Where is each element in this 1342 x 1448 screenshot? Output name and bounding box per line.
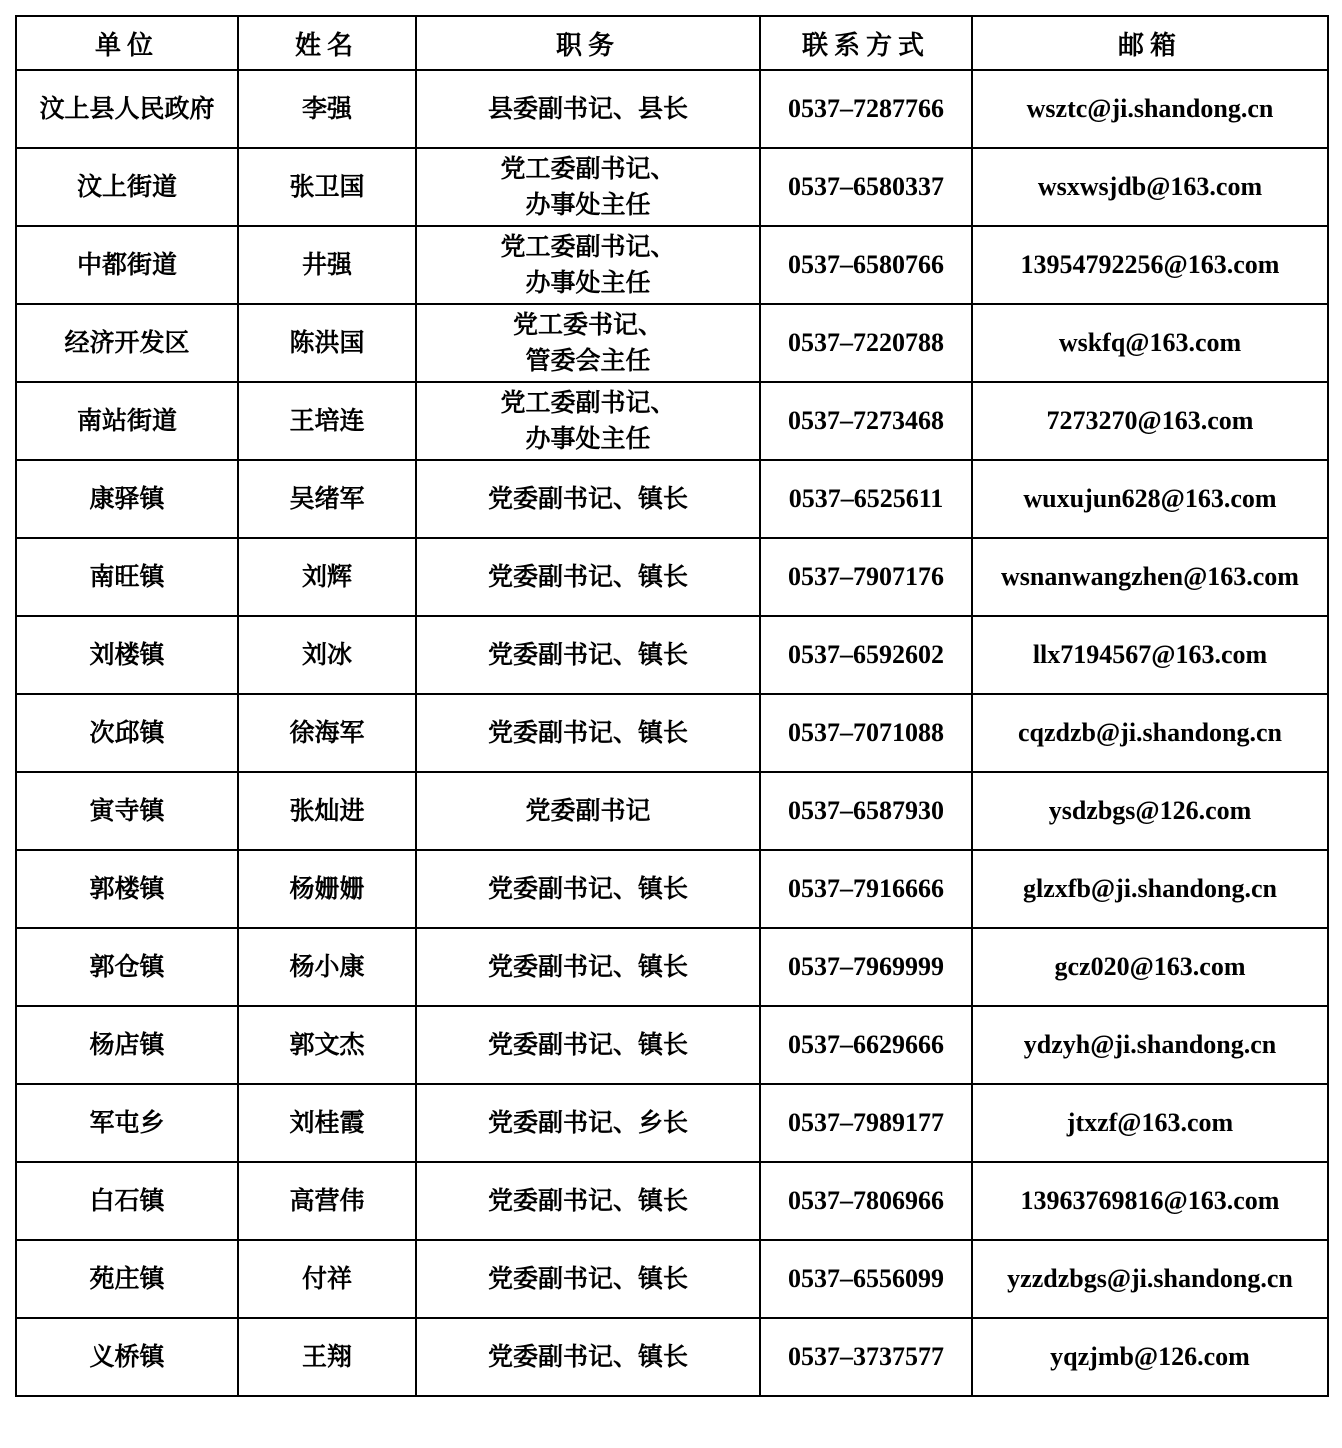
- position-line: 办事处主任: [525, 190, 651, 219]
- table-row: [16, 772, 1328, 850]
- cell-name: 吴绪军: [238, 460, 416, 538]
- cell-name: 张卫国: [238, 148, 416, 226]
- table-row: [16, 1084, 1328, 1162]
- table-row: [16, 1162, 1328, 1240]
- cell-phone: 0537–7273468: [760, 382, 972, 460]
- cell-name: 王翔: [238, 1318, 416, 1396]
- cell-name: 付祥: [238, 1240, 416, 1318]
- cell-email: wsztc@ji.shandong.cn: [972, 70, 1328, 148]
- table-row: [16, 694, 1328, 772]
- table-body: [16, 70, 1328, 1396]
- position-line: 管委会主任: [525, 346, 651, 375]
- cell-name: 李强: [238, 70, 416, 148]
- cell-email: jtxzf@163.com: [972, 1084, 1328, 1162]
- cell-email: gcz020@163.com: [972, 928, 1328, 1006]
- table-row: [16, 304, 1328, 382]
- table-row: [16, 616, 1328, 694]
- cell-email: 13963769816@163.com: [972, 1162, 1328, 1240]
- cell-unit: 军屯乡: [16, 1084, 238, 1162]
- position-line: 党工委副书记、: [500, 388, 676, 417]
- position-line: 党委副书记、镇长: [487, 1030, 688, 1059]
- cell-unit: 苑庄镇: [16, 1240, 238, 1318]
- cell-name: 杨姗姗: [238, 850, 416, 928]
- cell-unit: 南站街道: [16, 382, 238, 460]
- cell-unit: 郭仓镇: [16, 928, 238, 1006]
- cell-phone: 0537–6592602: [760, 616, 972, 694]
- table-row: [16, 928, 1328, 1006]
- position-line: 党委副书记、镇长: [487, 1186, 688, 1215]
- position-line: 党委副书记、镇长: [487, 640, 688, 669]
- cell-name: 郭文杰: [238, 1006, 416, 1084]
- header-contact: 联系方式: [760, 16, 972, 70]
- cell-unit: 杨店镇: [16, 1006, 238, 1084]
- header-row: [16, 16, 1328, 70]
- position-line: 党委副书记、镇长: [487, 1342, 688, 1371]
- cell-unit: 中都街道: [16, 226, 238, 304]
- header-position: 职务: [416, 16, 760, 70]
- cell-position: [416, 772, 760, 850]
- cell-name: 刘冰: [238, 616, 416, 694]
- cell-email: wuxujun628@163.com: [972, 460, 1328, 538]
- cell-email: 13954792256@163.com: [972, 226, 1328, 304]
- cell-phone: 0537–7916666: [760, 850, 972, 928]
- cell-email: wsnanwangzhen@163.com: [972, 538, 1328, 616]
- table-row: [16, 148, 1328, 226]
- cell-email: ysdzbgs@126.com: [972, 772, 1328, 850]
- cell-name: 陈洪国: [238, 304, 416, 382]
- cell-position: [416, 460, 760, 538]
- table-row: [16, 460, 1328, 538]
- cell-phone: 0537–6556099: [760, 1240, 972, 1318]
- cell-phone: 0537–7969999: [760, 928, 972, 1006]
- table-row: [16, 1240, 1328, 1318]
- table-row: [16, 850, 1328, 928]
- cell-phone: 0537–7806966: [760, 1162, 972, 1240]
- table-row: [16, 1318, 1328, 1396]
- cell-phone: 0537–6580766: [760, 226, 972, 304]
- table-header: [16, 16, 1328, 70]
- table-row: [16, 538, 1328, 616]
- header-unit: 单位: [16, 16, 238, 70]
- cell-position: [416, 1318, 760, 1396]
- position-line: 党工委副书记、: [500, 154, 676, 183]
- cell-name: 刘辉: [238, 538, 416, 616]
- cell-phone: 0537–6580337: [760, 148, 972, 226]
- cell-email: cqzdzb@ji.shandong.cn: [972, 694, 1328, 772]
- cell-position: [416, 226, 760, 304]
- cell-name: 王培连: [238, 382, 416, 460]
- cell-position: [416, 1006, 760, 1084]
- position-line: 办事处主任: [525, 268, 651, 297]
- cell-position: [416, 304, 760, 382]
- position-line: 办事处主任: [525, 424, 651, 453]
- table-row: [16, 1006, 1328, 1084]
- contacts-table: [15, 15, 1329, 1397]
- position-line: 党委副书记、乡长: [487, 1108, 688, 1137]
- cell-name: 张灿进: [238, 772, 416, 850]
- table-row: [16, 382, 1328, 460]
- position-line: 党委副书记、镇长: [487, 718, 688, 747]
- cell-email: llx7194567@163.com: [972, 616, 1328, 694]
- cell-position: [416, 928, 760, 1006]
- cell-phone: 0537–7220788: [760, 304, 972, 382]
- header-name: 姓名: [238, 16, 416, 70]
- cell-position: [416, 148, 760, 226]
- cell-phone: 0537–7989177: [760, 1084, 972, 1162]
- cell-phone: 0537–6525611: [760, 460, 972, 538]
- cell-email: glzxfb@ji.shandong.cn: [972, 850, 1328, 928]
- position-line: 县委副书记、县长: [487, 94, 688, 123]
- cell-unit: 义桥镇: [16, 1318, 238, 1396]
- cell-unit: 寅寺镇: [16, 772, 238, 850]
- cell-phone: 0537–7907176: [760, 538, 972, 616]
- cell-name: 井强: [238, 226, 416, 304]
- cell-unit: 汶上县人民政府: [16, 70, 238, 148]
- cell-unit: 南旺镇: [16, 538, 238, 616]
- cell-email: 7273270@163.com: [972, 382, 1328, 460]
- cell-position: [416, 70, 760, 148]
- cell-position: [416, 1162, 760, 1240]
- cell-position: [416, 850, 760, 928]
- cell-position: [416, 382, 760, 460]
- cell-email: yqzjmb@126.com: [972, 1318, 1328, 1396]
- cell-position: [416, 538, 760, 616]
- cell-email: ydzyh@ji.shandong.cn: [972, 1006, 1328, 1084]
- position-line: 党委副书记、镇长: [487, 874, 688, 903]
- cell-unit: 经济开发区: [16, 304, 238, 382]
- cell-position: [416, 1084, 760, 1162]
- cell-phone: 0537–6587930: [760, 772, 972, 850]
- cell-unit: 汶上街道: [16, 148, 238, 226]
- position-line: 党委副书记、镇长: [487, 1264, 688, 1293]
- cell-position: [416, 694, 760, 772]
- header-email: 邮箱: [972, 16, 1328, 70]
- cell-unit: 刘楼镇: [16, 616, 238, 694]
- position-line: 党工委副书记、: [500, 232, 676, 261]
- position-line: 党委副书记: [525, 796, 651, 825]
- cell-phone: 0537–6629666: [760, 1006, 972, 1084]
- table-row: [16, 226, 1328, 304]
- cell-email: wskfq@163.com: [972, 304, 1328, 382]
- position-line: 党委副书记、镇长: [487, 484, 688, 513]
- cell-unit: 郭楼镇: [16, 850, 238, 928]
- table-row: [16, 70, 1328, 148]
- cell-phone: 0537–3737577: [760, 1318, 972, 1396]
- cell-name: 徐海军: [238, 694, 416, 772]
- position-line: 党工委书记、: [512, 310, 663, 339]
- cell-unit: 康驿镇: [16, 460, 238, 538]
- cell-phone: 0537–7071088: [760, 694, 972, 772]
- cell-name: 刘桂霞: [238, 1084, 416, 1162]
- cell-name: 杨小康: [238, 928, 416, 1006]
- cell-unit: 次邱镇: [16, 694, 238, 772]
- cell-position: [416, 1240, 760, 1318]
- cell-unit: 白石镇: [16, 1162, 238, 1240]
- position-line: 党委副书记、镇长: [487, 562, 688, 591]
- cell-email: yzzdzbgs@ji.shandong.cn: [972, 1240, 1328, 1318]
- cell-name: 高营伟: [238, 1162, 416, 1240]
- cell-phone: 0537–7287766: [760, 70, 972, 148]
- position-line: 党委副书记、镇长: [487, 952, 688, 981]
- cell-position: [416, 616, 760, 694]
- cell-email: wsxwsjdb@163.com: [972, 148, 1328, 226]
